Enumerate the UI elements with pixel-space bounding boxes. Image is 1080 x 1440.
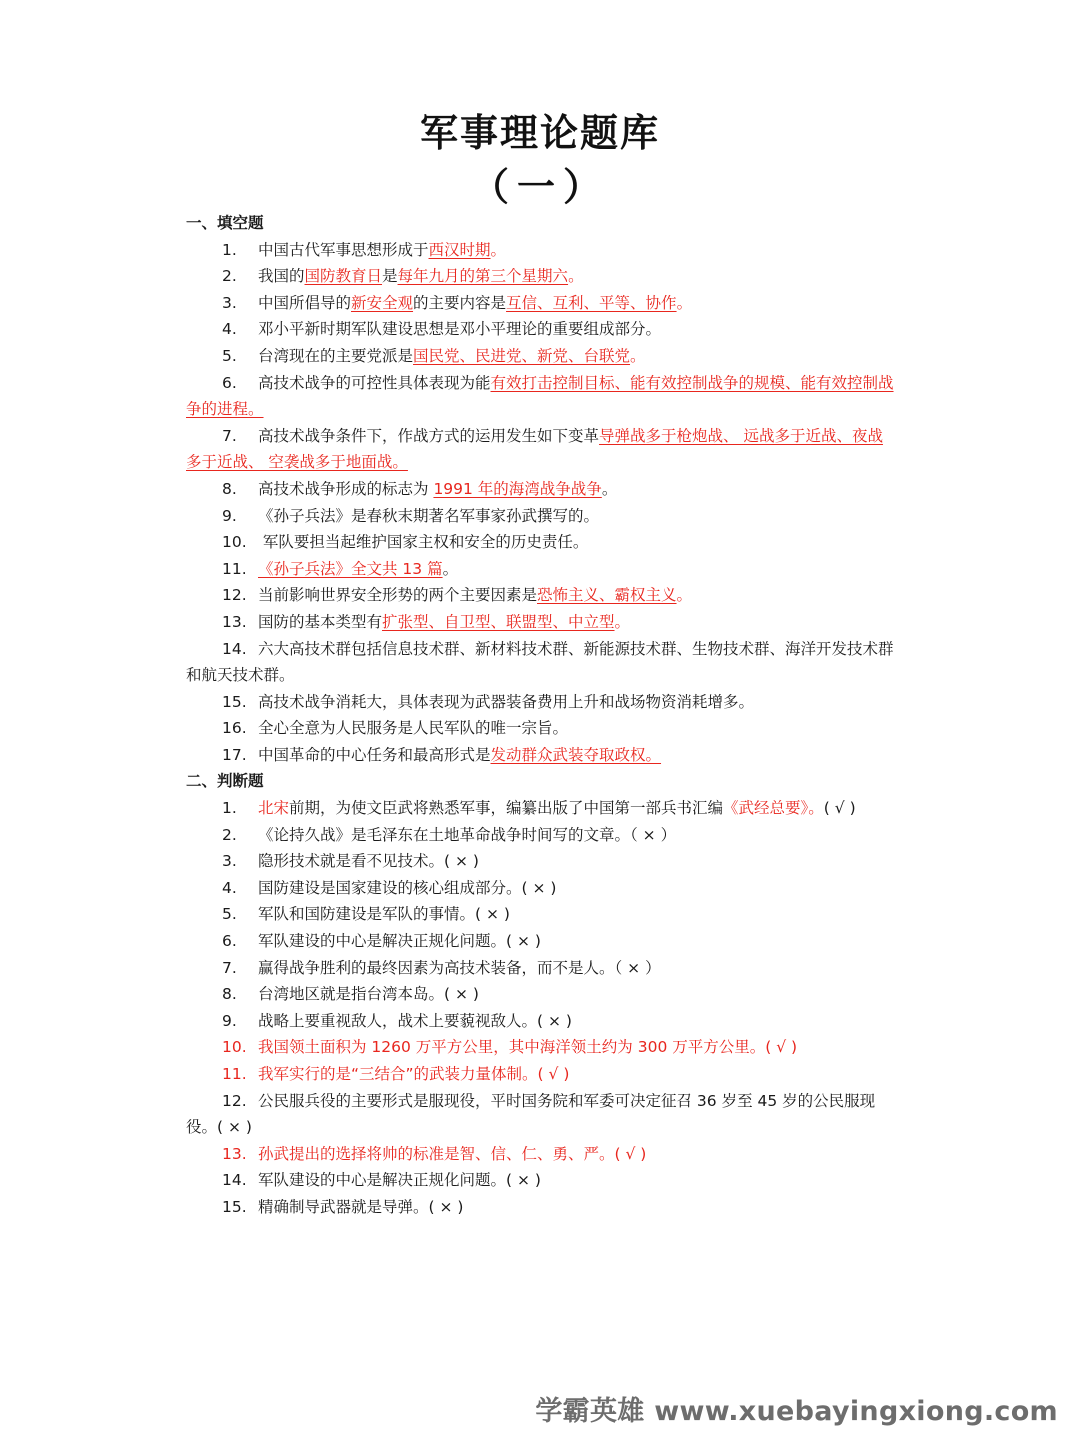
question-text: 前期，为使文臣武将熟悉军事，编纂出版了中国第一部兵书汇编: [289, 799, 724, 818]
question-number: 4.: [222, 878, 237, 897]
question-number: 6.: [222, 373, 237, 392]
question-item: [186, 556, 898, 583]
question-item: [186, 503, 898, 530]
answer-text: 国民党、民进党、新党、台联党: [413, 346, 631, 365]
answer-text: 《武经总要》。: [723, 799, 824, 818]
question-number: 10.: [222, 533, 247, 552]
answer-text: 。: [614, 612, 631, 631]
question-number: 9.: [222, 1011, 237, 1030]
footer-watermark: 学霸英雄 www.xuebayingxiong.com: [535, 1396, 1058, 1427]
question-item: [186, 1194, 898, 1221]
question-number: 16.: [222, 719, 247, 738]
question-item: [186, 263, 898, 290]
question-number: 15.: [222, 1197, 247, 1216]
question-item: [186, 715, 898, 742]
answer-text: 恐怖主义、霸权主义: [537, 586, 677, 605]
question-item: [186, 689, 898, 716]
question-item: [186, 316, 898, 343]
question-text: 军队建设的中心是解决正规化问题。( × ): [258, 932, 541, 951]
question-item: [186, 1167, 898, 1194]
question-text: 军队要担当起维护国家主权和安全的历史责任。: [258, 533, 589, 552]
question-text: 中国革命的中心任务和最高形式是: [258, 745, 491, 764]
question-item: [186, 742, 898, 769]
question-text: 高技术战争形成的标志为: [258, 479, 434, 498]
question-item: [186, 1141, 898, 1168]
question-item: [186, 423, 898, 476]
question-number: 8.: [222, 479, 237, 498]
question-number: 6.: [222, 932, 237, 951]
question-item: [186, 822, 898, 849]
answer-text: 。: [630, 346, 646, 365]
answer-text: 我国领土面积为 1260 万平方公里，其中海洋领土约为 300 万平方公里。( √ ): [258, 1038, 798, 1057]
question-number: 2.: [222, 267, 237, 286]
question-item: [186, 370, 898, 423]
question-text: 六大高技术群包括信息技术群、新材料技术群、新能源技术群、生物技术群、海洋开发技术群和航天技术群。: [186, 639, 894, 685]
question-number: 7.: [222, 426, 237, 445]
question-text: 《论持久战》是毛泽东在土地革命战争时间写的文章。（ × ）: [258, 825, 677, 844]
answer-text: 互信、互利、平等、协作: [506, 293, 677, 312]
question-number: 3.: [222, 852, 237, 871]
question-item: [186, 343, 898, 370]
question-item: [186, 955, 898, 982]
section-heading: 二、判断题: [186, 772, 264, 791]
answer-text: 发动群众武装夺取政权。: [490, 745, 662, 764]
question-item: [186, 609, 898, 636]
question-text: 。: [601, 479, 618, 498]
question-text: 高技术战争的可控性具体表现为能: [258, 373, 491, 392]
question-number: 5.: [222, 346, 237, 365]
answer-text: 。: [676, 293, 693, 312]
answer-text: 有效打击控制目标、能有效控制战争的规模、能有效控制战争的进程。: [186, 373, 894, 419]
question-number: 2.: [222, 825, 237, 844]
answer-text: 。: [490, 240, 507, 259]
question-item: [186, 848, 898, 875]
question-text: 中国古代军事思想形成于: [258, 240, 429, 259]
question-text: 中国所倡导的: [258, 293, 352, 312]
question-text: 高技术战争条件下，作战方式的运用发生如下变革: [258, 426, 600, 445]
question-number: 11.: [222, 1065, 247, 1083]
question-item: [186, 476, 898, 503]
question-text: 是: [382, 267, 398, 286]
question-text: 公民服兵役的主要形式是服现役，平时国务院和军委可决定征召 36 岁至 45 岁的公民服现役。( × ): [186, 1091, 876, 1137]
question-number: 12.: [222, 1091, 247, 1110]
doc-subtitle: （一）: [470, 164, 609, 209]
question-item: [186, 928, 898, 955]
question-number: 7.: [222, 958, 237, 977]
question-item: [186, 1008, 898, 1035]
question-number: 9.: [222, 506, 237, 525]
answer-text: 西汉时期: [428, 240, 491, 259]
question-item: [186, 290, 898, 317]
answer-text: 。: [676, 586, 693, 605]
question-text: 军队建设的中心是解决正规化问题。( × ): [258, 1171, 541, 1190]
question-item: [186, 237, 898, 264]
question-number: 1.: [222, 799, 237, 818]
question-item: [186, 901, 898, 928]
question-item: [186, 875, 898, 902]
question-text: 精确制导武器就是导弹。( × ): [258, 1197, 464, 1216]
question-number: 13.: [222, 612, 247, 631]
question-text: 高技术战争消耗大，具体表现为武器装备费用上升和战场物资消耗增多。: [258, 692, 755, 711]
question-number: 1.: [222, 240, 237, 259]
question-item: [186, 582, 898, 609]
question-text: 国防的基本类型有: [258, 612, 383, 631]
question-item: [186, 1088, 898, 1141]
question-number: 10.: [222, 1038, 247, 1057]
question-number: 4.: [222, 320, 237, 339]
question-number: 12.: [222, 586, 247, 605]
answer-text: 新安全观: [351, 293, 414, 312]
question-text: 当前影响世界安全形势的两个主要因素是: [258, 586, 538, 605]
question-text: 台湾现在的主要党派是: [258, 346, 414, 365]
question-item: [186, 795, 898, 822]
question-text: 军队和国防建设是军队的事情。( × ): [258, 905, 510, 924]
question-item: [186, 636, 898, 689]
question-text: 赢得战争胜利的最终因素为高技术装备，而不是人。（ × ）: [258, 958, 661, 977]
question-text: 我国的: [258, 267, 305, 286]
answer-text: 每年九月的第三个星期六: [397, 267, 569, 286]
question-number: 5.: [222, 905, 237, 924]
question-number: 11.: [222, 559, 247, 578]
answer-text: 扩张型、自卫型、联盟型、中立型: [382, 612, 615, 631]
question-text: 战略上要重视敌人，战术上要藐视敌人。( × ): [258, 1011, 572, 1030]
question-item: [186, 529, 898, 556]
question-text: 台湾地区就是指台湾本岛。( × ): [258, 985, 479, 1004]
answer-text: 孙武提出的选择将帅的标准是智、信、仁、勇、严。( √ ): [258, 1144, 647, 1163]
answer-text: 我军实行的是“三结合”的武装力量体制。( √ ): [258, 1065, 570, 1083]
doc-title: 军事理论题库: [419, 110, 660, 155]
question-text: 国防建设是国家建设的核心组成部分。( × ): [258, 878, 557, 897]
question-text: 全心全意为人民服务是人民军队的唯一宗旨。: [258, 719, 569, 738]
question-item: [186, 981, 898, 1008]
question-text: ( √ ): [823, 799, 856, 818]
answer-text: 北宋: [258, 799, 290, 818]
question-item: [186, 1061, 898, 1088]
question-text: 隐形技术就是看不见技术。( × ): [258, 852, 479, 871]
answer-text: 。: [568, 267, 584, 286]
question-number: 13.: [222, 1144, 247, 1163]
question-text: 。: [442, 559, 459, 578]
question-number: 14.: [222, 639, 247, 658]
question-list: [186, 210, 898, 1221]
question-number: 14.: [222, 1171, 247, 1190]
question-item: [186, 1034, 898, 1061]
answer-text: 国防教育日: [304, 267, 383, 286]
question-number: 15.: [222, 692, 247, 711]
answer-text: 导弹战多于枪炮战、 远战多于近战、夜战多于近战、 空袭战多于地面战。: [186, 426, 883, 472]
section-heading: 一、填空题: [186, 214, 264, 232]
answer-text: 《孙子兵法》全文共 13 篇: [258, 559, 443, 578]
question-number: 3.: [222, 293, 237, 312]
question-number: 17.: [222, 745, 247, 764]
question-text: 的主要内容是: [413, 293, 507, 312]
question-text: 《孙子兵法》是春秋末期著名军事家孙武撰写的。: [258, 506, 600, 525]
question-number: 8.: [222, 985, 237, 1004]
question-text: 邓小平新时期军队建设思想是邓小平理论的重要组成部分。: [258, 320, 662, 339]
answer-text: 1991 年的海湾战争战争: [433, 479, 602, 498]
